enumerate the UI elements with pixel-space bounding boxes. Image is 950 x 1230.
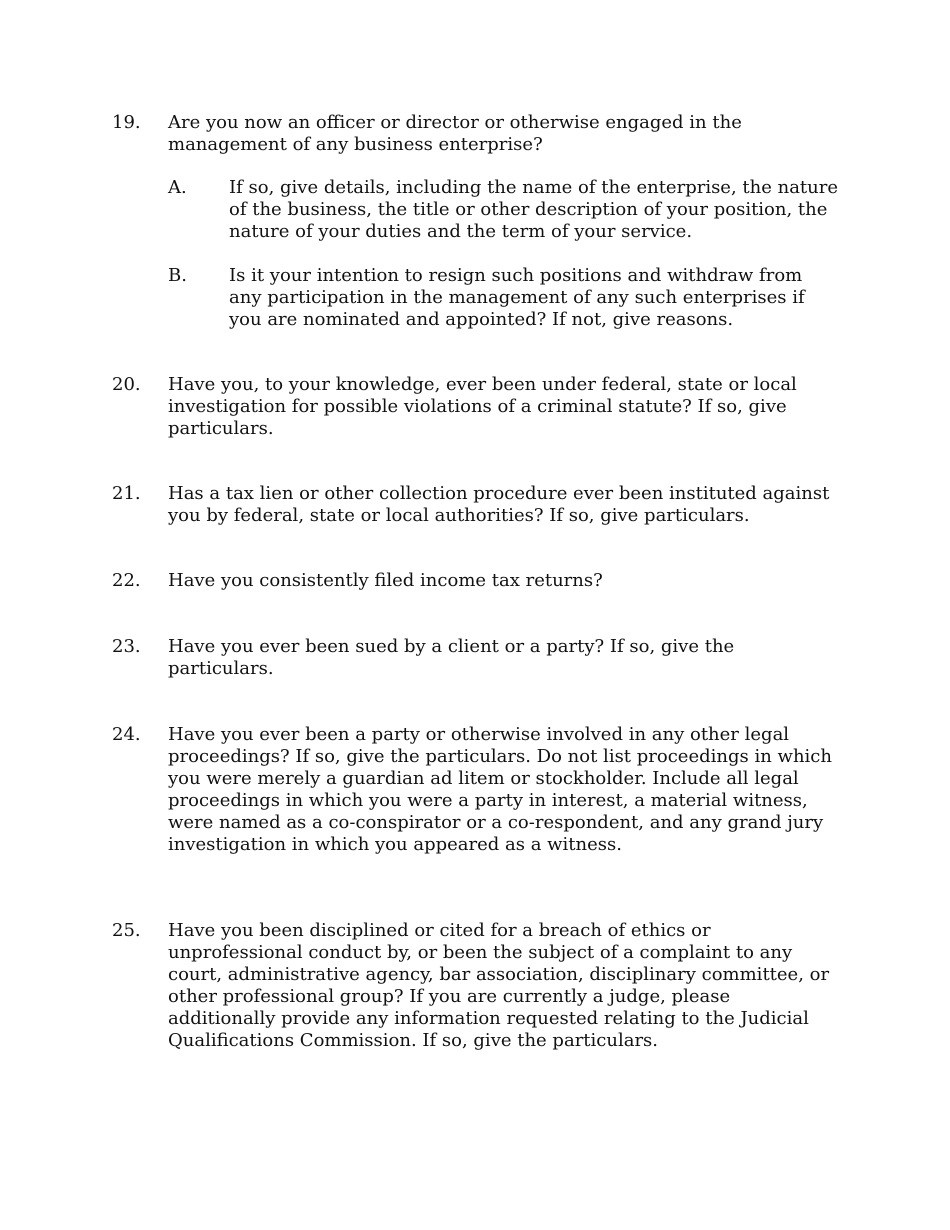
question-number: 25.	[112, 920, 141, 941]
question-text: Have you consistently filed income tax returns?	[168, 570, 603, 591]
question-number: 20.	[112, 374, 141, 395]
subitem-text: If so, give details, including the name of the enterprise, the nature of the business, the title or other description of your position, the nature of your duties and the term of your service.	[229, 177, 839, 242]
question-23	[112, 636, 852, 680]
question-text: Have you, to your knowledge, ever been under federal, state or local investigation for possible violations of a criminal statute? If so, give particulars.	[168, 374, 797, 439]
question-19-subitem-b	[168, 265, 848, 331]
question-24	[112, 724, 852, 856]
question-19-subitem-a	[168, 177, 848, 243]
question-20	[112, 374, 852, 440]
question-number: 24.	[112, 724, 141, 745]
question-21	[112, 483, 852, 527]
question-text: Have you been disciplined or cited for a breach of ethics or unprofessional conduct by, or been the subject of a complaint to any court, administrative agency, bar association, disciplinary committee, or other professional group? If you are currently a judge, please additionally provide any information requested relating to the Judicial Qualifications Commission. If so, give the particulars.	[168, 920, 830, 1051]
question-22	[112, 570, 852, 592]
question-text: Has a tax lien or other collection procedure ever been instituted against you by federal, state or local authorities? If so, give particulars.	[168, 483, 830, 526]
subitem-letter: A.	[168, 177, 187, 198]
question-25	[112, 920, 852, 1052]
question-number: 21.	[112, 483, 141, 504]
question-text: Have you ever been sued by a client or a party? If so, give the particulars.	[168, 636, 735, 679]
question-number: 19.	[112, 112, 141, 133]
subitem-text: Is it your intention to resign such positions and withdraw from any participation in the management of any such enterprises if you are nominated and appointed? If not, give reasons.	[229, 265, 805, 330]
question-text: Are you now an officer or director or otherwise engaged in the management of any business enterprise?	[168, 112, 742, 155]
question-19	[112, 112, 852, 156]
question-number: 22.	[112, 570, 141, 591]
subitem-letter: B.	[168, 265, 187, 286]
question-text: Have you ever been a party or otherwise involved in any other legal proceedings? If so, give the particulars. Do not list proceedings in which you were merely a guardian ad litem or stockholder. Include all legal proceedings in which you were a party in interest, a material witness, were named as a co-conspirator or a co-respondent, and any grand jury investigation in which you appeared as a witness.	[168, 724, 832, 855]
question-number: 23.	[112, 636, 141, 657]
